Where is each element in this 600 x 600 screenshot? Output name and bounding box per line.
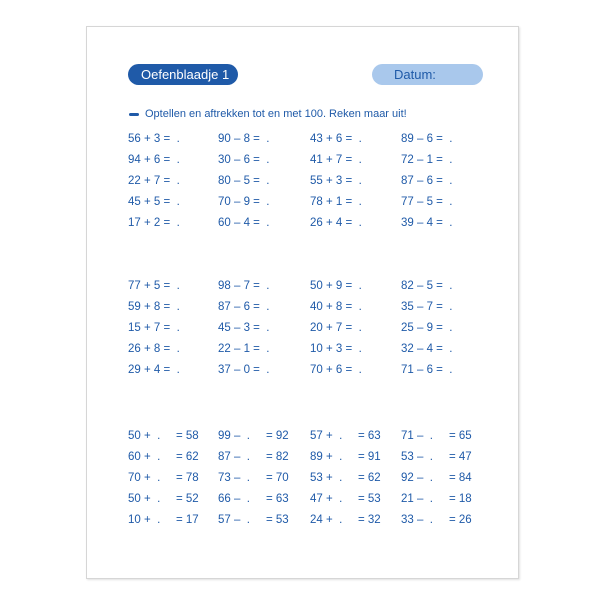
- math-problem: [128, 132, 180, 146]
- math-problem: [218, 321, 269, 335]
- answer-blank[interactable]: .: [170, 280, 180, 292]
- math-problem: [218, 471, 289, 485]
- problem-result: = 53: [266, 514, 289, 526]
- problem-expression: 26 + 8 =: [128, 343, 171, 355]
- math-problem: [218, 132, 269, 146]
- answer-blank[interactable]: .: [259, 343, 270, 355]
- problem-expression: 30 – 6 =: [218, 154, 260, 166]
- math-problem: [310, 363, 362, 377]
- problem-expression: 57 +: [310, 430, 333, 442]
- problem-result: = 91: [358, 451, 381, 463]
- math-problem: [128, 471, 199, 485]
- problem-expression: 50 +: [128, 430, 151, 442]
- math-problem: [218, 429, 289, 443]
- problem-expression: 20 + 7 =: [310, 322, 353, 334]
- math-problem: [401, 216, 452, 230]
- math-problem: [401, 471, 472, 485]
- problem-result: = 84: [449, 472, 472, 484]
- math-problem: [310, 450, 381, 464]
- math-problem: [401, 279, 452, 293]
- math-problem: [310, 174, 362, 188]
- answer-blank[interactable]: .: [240, 514, 250, 526]
- problem-result: = 82: [266, 451, 289, 463]
- math-problem: [401, 513, 472, 527]
- math-problem: [310, 132, 362, 146]
- problem-expression: 10 +: [128, 514, 151, 526]
- worksheet-title: Oefenblaadje 1: [128, 64, 238, 85]
- math-problem: [310, 513, 381, 527]
- problem-result: = 17: [176, 514, 199, 526]
- bullet-dash-icon: [129, 113, 139, 116]
- date-field[interactable]: Datum:: [372, 64, 483, 85]
- math-problem: [310, 216, 362, 230]
- problem-result: = 78: [176, 472, 199, 484]
- answer-blank[interactable]: .: [352, 175, 362, 187]
- answer-blank[interactable]: .: [170, 217, 180, 229]
- math-problem: [218, 450, 289, 464]
- problem-expression: 92 –: [401, 472, 424, 484]
- problem-expression: 70 + 6 =: [310, 364, 353, 376]
- problem-result: = 52: [176, 493, 199, 505]
- problem-result: = 65: [449, 430, 472, 442]
- problem-expression: 59 + 8 =: [128, 301, 171, 313]
- math-problem: [128, 153, 180, 167]
- problem-expression: 37 – 0 =: [218, 364, 260, 376]
- answer-blank[interactable]: .: [240, 451, 250, 463]
- problem-expression: 22 + 7 =: [128, 175, 171, 187]
- problem-expression: 43 + 6 =: [310, 133, 353, 145]
- math-problem: [218, 153, 269, 167]
- math-problem: [310, 492, 381, 506]
- math-problem: [128, 429, 199, 443]
- math-problem: [218, 492, 289, 506]
- math-problem: [218, 342, 269, 356]
- problem-expression: 21 –: [401, 493, 424, 505]
- math-problem: [401, 174, 452, 188]
- instruction: [129, 107, 407, 121]
- problem-expression: 57 –: [218, 514, 241, 526]
- answer-blank[interactable]: .: [352, 133, 362, 145]
- math-problem: [128, 300, 180, 314]
- math-problem: [218, 174, 269, 188]
- answer-blank[interactable]: .: [259, 196, 270, 208]
- answer-blank[interactable]: .: [259, 175, 270, 187]
- answer-blank[interactable]: .: [170, 154, 180, 166]
- problem-expression: 45 – 3 =: [218, 322, 260, 334]
- answer-blank[interactable]: .: [423, 472, 433, 484]
- answer-blank[interactable]: .: [170, 343, 180, 355]
- math-problem: [401, 429, 472, 443]
- problem-expression: 17 + 2 =: [128, 217, 171, 229]
- math-problem: [310, 342, 362, 356]
- answer-blank[interactable]: .: [442, 301, 453, 313]
- answer-blank[interactable]: .: [150, 514, 161, 526]
- math-problem: [218, 195, 269, 209]
- answer-blank[interactable]: .: [240, 493, 250, 505]
- problem-expression: 33 –: [401, 514, 424, 526]
- answer-blank[interactable]: .: [259, 364, 270, 376]
- problem-result: = 58: [176, 430, 199, 442]
- problem-expression: 70 – 9 =: [218, 196, 260, 208]
- problem-expression: 89 – 6 =: [401, 133, 443, 145]
- problem-result: = 62: [176, 451, 199, 463]
- answer-blank[interactable]: .: [442, 280, 453, 292]
- answer-blank[interactable]: .: [423, 493, 433, 505]
- answer-blank[interactable]: .: [352, 196, 362, 208]
- math-problem: [401, 450, 472, 464]
- problem-expression: 32 – 4 =: [401, 343, 443, 355]
- problem-result: = 53: [358, 493, 381, 505]
- problem-expression: 35 – 7 =: [401, 301, 443, 313]
- math-problem: [128, 450, 199, 464]
- problem-expression: 66 –: [218, 493, 241, 505]
- problem-expression: 15 + 7 =: [128, 322, 171, 334]
- math-problem: [310, 429, 381, 443]
- answer-blank[interactable]: .: [332, 451, 343, 463]
- problem-expression: 50 +: [128, 493, 151, 505]
- math-problem: [128, 513, 199, 527]
- problem-expression: 99 –: [218, 430, 241, 442]
- answer-blank[interactable]: .: [352, 301, 362, 313]
- answer-blank[interactable]: .: [352, 364, 362, 376]
- answer-blank[interactable]: .: [423, 514, 433, 526]
- problem-expression: 53 –: [401, 451, 424, 463]
- problem-expression: 56 + 3 =: [128, 133, 171, 145]
- answer-blank[interactable]: .: [240, 472, 250, 484]
- answer-blank[interactable]: .: [150, 451, 161, 463]
- problem-expression: 70 +: [128, 472, 151, 484]
- math-problem: [310, 321, 362, 335]
- math-problem: [218, 300, 269, 314]
- math-problem: [310, 279, 362, 293]
- problem-result: = 26: [449, 514, 472, 526]
- problem-expression: 77 – 5 =: [401, 196, 443, 208]
- problem-expression: 50 + 9 =: [310, 280, 353, 292]
- math-problem: [310, 300, 362, 314]
- answer-blank[interactable]: .: [352, 217, 362, 229]
- problem-result: = 62: [358, 472, 381, 484]
- answer-blank[interactable]: .: [352, 322, 362, 334]
- problem-expression: 87 – 6 =: [401, 175, 443, 187]
- math-problem: [218, 363, 269, 377]
- answer-blank[interactable]: .: [442, 154, 453, 166]
- problem-expression: 25 – 9 =: [401, 322, 443, 334]
- answer-blank[interactable]: .: [442, 217, 453, 229]
- problem-result: = 18: [449, 493, 472, 505]
- problem-expression: 72 – 1 =: [401, 154, 443, 166]
- math-problem: [310, 471, 381, 485]
- math-problem: [128, 342, 180, 356]
- problem-expression: 87 –: [218, 451, 241, 463]
- math-problem: [310, 195, 362, 209]
- answer-blank[interactable]: .: [150, 430, 161, 442]
- math-problem: [128, 195, 180, 209]
- answer-blank[interactable]: .: [170, 301, 180, 313]
- math-problem: [310, 153, 362, 167]
- problem-expression: 98 – 7 =: [218, 280, 260, 292]
- answer-blank[interactable]: .: [332, 472, 343, 484]
- answer-blank[interactable]: .: [170, 175, 180, 187]
- problem-expression: 55 + 3 =: [310, 175, 353, 187]
- problem-expression: 71 –: [401, 430, 424, 442]
- problem-expression: 40 + 8 =: [310, 301, 353, 313]
- answer-blank[interactable]: .: [259, 133, 270, 145]
- problem-expression: 73 –: [218, 472, 241, 484]
- answer-blank[interactable]: .: [150, 493, 161, 505]
- math-problem: [401, 342, 452, 356]
- answer-blank[interactable]: .: [352, 343, 362, 355]
- problem-expression: 45 + 5 =: [128, 196, 171, 208]
- problem-expression: 60 – 4 =: [218, 217, 260, 229]
- math-problem: [128, 363, 180, 377]
- problem-result: = 70: [266, 472, 289, 484]
- answer-blank[interactable]: .: [259, 301, 270, 313]
- problem-expression: 26 + 4 =: [310, 217, 353, 229]
- problem-result: = 63: [266, 493, 289, 505]
- answer-blank[interactable]: .: [352, 280, 362, 292]
- answer-blank[interactable]: .: [442, 343, 453, 355]
- worksheet-page: [86, 26, 519, 579]
- problem-expression: 94 + 6 =: [128, 154, 171, 166]
- answer-blank[interactable]: .: [259, 280, 270, 292]
- math-problem: [218, 216, 269, 230]
- math-problem: [401, 132, 452, 146]
- math-problem: [401, 492, 472, 506]
- problem-expression: 89 +: [310, 451, 333, 463]
- answer-blank[interactable]: .: [170, 322, 180, 334]
- problem-expression: 60 +: [128, 451, 151, 463]
- answer-blank[interactable]: .: [332, 493, 343, 505]
- answer-blank[interactable]: .: [423, 451, 433, 463]
- answer-blank[interactable]: .: [170, 196, 180, 208]
- problem-expression: 22 – 1 =: [218, 343, 260, 355]
- answer-blank[interactable]: .: [332, 514, 343, 526]
- problem-expression: 53 +: [310, 472, 333, 484]
- instruction-text: Optellen en aftrekken tot en met 100. Reken maar uit!: [145, 108, 407, 120]
- math-problem: [128, 279, 180, 293]
- problem-result: = 47: [449, 451, 472, 463]
- answer-blank[interactable]: .: [259, 322, 270, 334]
- answer-blank[interactable]: .: [352, 154, 362, 166]
- problem-expression: 47 +: [310, 493, 333, 505]
- answer-blank[interactable]: .: [259, 217, 270, 229]
- answer-blank[interactable]: .: [170, 364, 180, 376]
- problem-expression: 29 + 4 =: [128, 364, 171, 376]
- answer-blank[interactable]: .: [423, 430, 433, 442]
- math-problem: [401, 300, 452, 314]
- math-problem: [128, 216, 180, 230]
- problem-expression: 87 – 6 =: [218, 301, 260, 313]
- math-problem: [128, 174, 180, 188]
- answer-blank[interactable]: .: [442, 175, 453, 187]
- answer-blank[interactable]: .: [442, 196, 453, 208]
- math-problem: [401, 363, 452, 377]
- answer-blank[interactable]: .: [170, 133, 180, 145]
- math-problem: [401, 321, 452, 335]
- answer-blank[interactable]: .: [442, 322, 453, 334]
- math-problem: [128, 321, 180, 335]
- problem-expression: 39 – 4 =: [401, 217, 443, 229]
- problem-expression: 80 – 5 =: [218, 175, 260, 187]
- math-problem: [218, 279, 269, 293]
- math-problem: [128, 492, 199, 506]
- answer-blank[interactable]: .: [442, 133, 453, 145]
- math-problem: [401, 195, 452, 209]
- problem-expression: 78 + 1 =: [310, 196, 353, 208]
- problem-expression: 10 + 3 =: [310, 343, 353, 355]
- problem-result: = 32: [358, 514, 381, 526]
- math-problem: [401, 153, 452, 167]
- problem-expression: 71 – 6 =: [401, 364, 443, 376]
- problem-expression: 41 + 7 =: [310, 154, 353, 166]
- answer-blank[interactable]: .: [150, 472, 161, 484]
- math-problem: [218, 513, 289, 527]
- answer-blank[interactable]: .: [332, 430, 343, 442]
- problem-expression: 90 – 8 =: [218, 133, 260, 145]
- problem-expression: 77 + 5 =: [128, 280, 171, 292]
- answer-blank[interactable]: .: [240, 430, 250, 442]
- problem-expression: 24 +: [310, 514, 333, 526]
- answer-blank[interactable]: .: [259, 154, 270, 166]
- problem-expression: 82 – 5 =: [401, 280, 443, 292]
- answer-blank[interactable]: .: [442, 364, 453, 376]
- problem-result: = 63: [358, 430, 381, 442]
- problem-result: = 92: [266, 430, 289, 442]
